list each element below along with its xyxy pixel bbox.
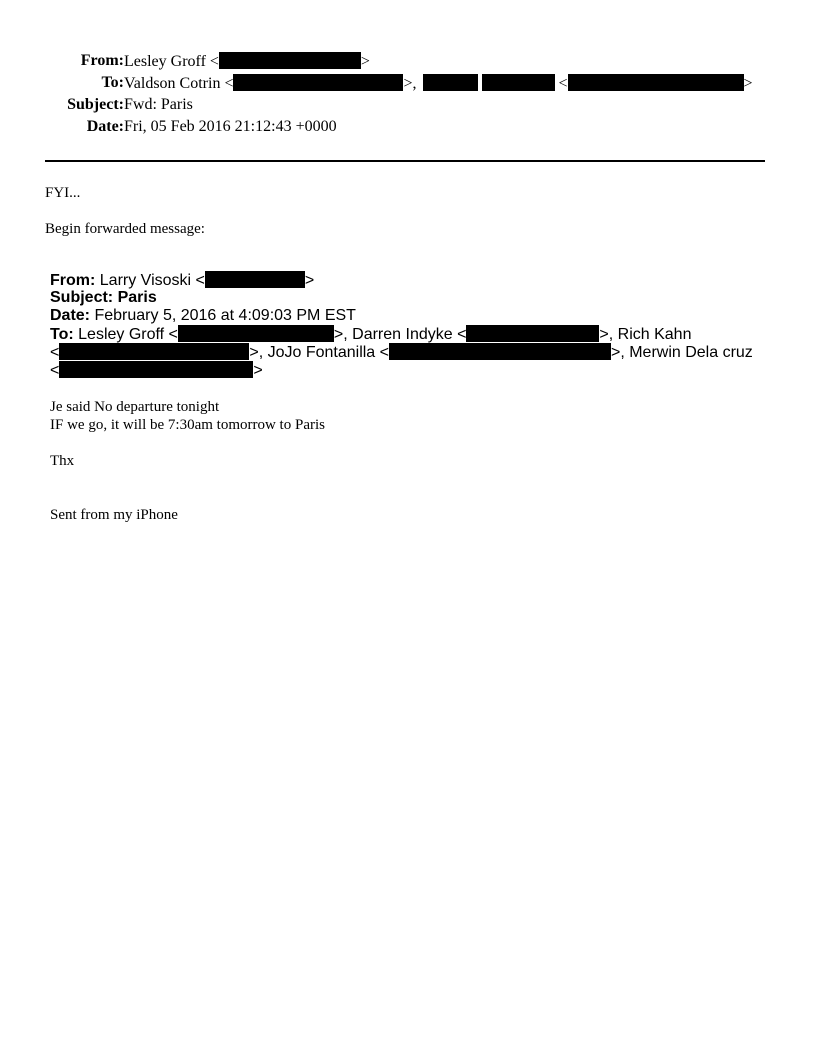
header-from-label: From: (80, 52, 124, 69)
header-date-label: Date: (86, 118, 124, 135)
header-to-close: > (743, 75, 753, 92)
header-to-name: Valdson Cotrin < (124, 75, 234, 92)
fwd-to-text: >, Darren Indyke < (333, 326, 467, 343)
redaction-box (466, 325, 599, 342)
fwd-from-close: > (304, 272, 315, 289)
fwd-to-text: Lesley Groff < (78, 326, 178, 343)
fwd-subject-label: Subject: (50, 289, 114, 306)
header-from-row (0, 52, 816, 74)
header-divider (45, 160, 765, 162)
header-to-label: To: (101, 74, 124, 91)
fwd-message-line: Je said No departure tonight (50, 399, 220, 415)
fwd-subject-value: Paris (117, 289, 157, 306)
body-begin-forwarded: Begin forwarded message: (45, 221, 205, 237)
fwd-to-text: >, Rich Kahn (599, 326, 692, 343)
header-to-row (0, 74, 816, 96)
fwd-date-row (50, 307, 356, 325)
fwd-to-row (50, 325, 691, 344)
redaction-box (205, 271, 305, 288)
fwd-from-row (50, 271, 314, 290)
redaction-box (178, 325, 334, 342)
fwd-subject-row (50, 289, 157, 307)
fwd-message-line: IF we go, it will be 7:30am tomorrow to Paris (50, 417, 325, 433)
fwd-to-text: >, Merwin Dela cruz (610, 344, 753, 361)
fwd-date-value: February 5, 2016 at 4:09:03 PM EST (94, 307, 356, 324)
header-subject-row (0, 96, 816, 118)
fwd-to-text: < (50, 344, 60, 361)
header-subject-label: Subject: (67, 96, 124, 113)
redaction-box (59, 361, 253, 378)
header-subject-value: Fwd: Paris (124, 96, 193, 113)
header-from-name: Lesley Groff < (124, 53, 219, 70)
header-date-row (0, 118, 816, 140)
redaction-box (568, 74, 744, 91)
header-from-close: > (360, 53, 370, 70)
redaction-box (233, 74, 403, 91)
redaction-box (59, 343, 249, 360)
header-date-value: Fri, 05 Feb 2016 21:12:43 +0000 (124, 118, 337, 135)
redaction-box (219, 52, 361, 69)
fwd-to-row-2 (50, 343, 753, 362)
body-fyi: FYI... (45, 185, 81, 201)
redaction-box (482, 74, 555, 91)
fwd-to-text: >, JoJo Fontanilla < (249, 344, 389, 361)
fwd-to-label: To: (50, 326, 74, 343)
fwd-to-row-3 (50, 361, 263, 380)
fwd-signature: Sent from my iPhone (50, 507, 178, 523)
fwd-message-thx: Thx (50, 453, 75, 469)
header-to-lt: < (558, 75, 568, 92)
redaction-box (423, 74, 478, 91)
fwd-date-label: Date: (50, 307, 91, 324)
fwd-from-label: From: (50, 272, 96, 289)
fwd-to-text: < (50, 362, 60, 379)
header-to-sep: >, (403, 75, 417, 92)
redaction-box (389, 343, 611, 360)
fwd-to-text: > (253, 362, 263, 379)
fwd-from-value: Larry Visoski < (99, 272, 205, 289)
